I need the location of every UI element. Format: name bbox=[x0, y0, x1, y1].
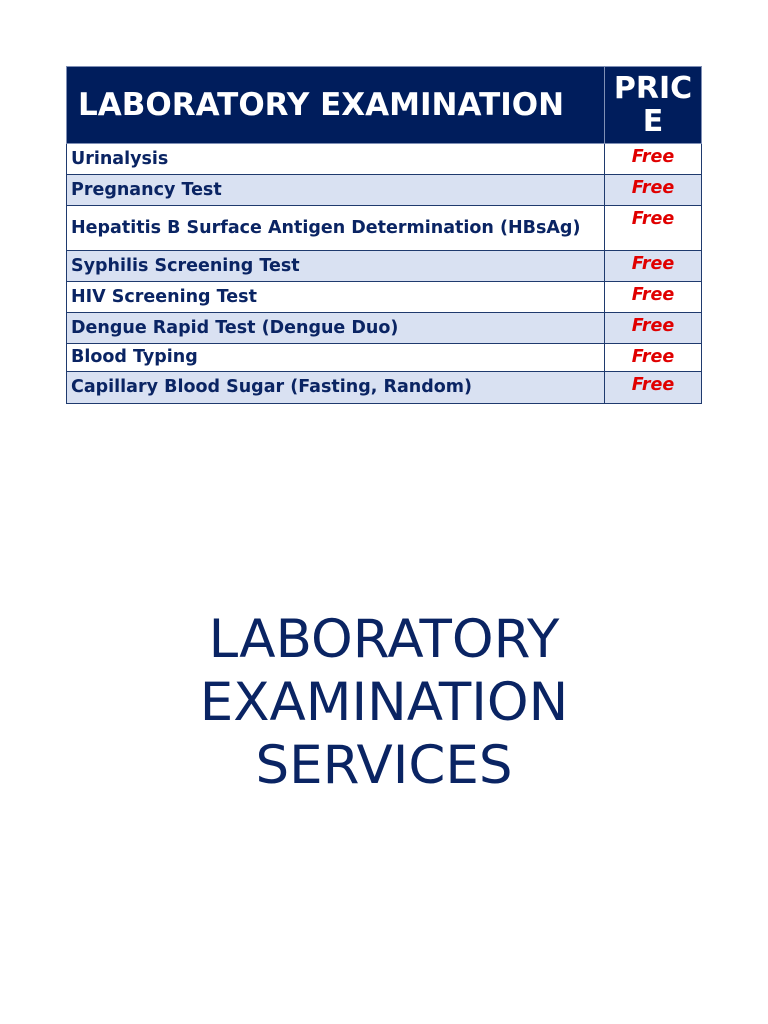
page-title bbox=[0, 608, 768, 797]
table-row bbox=[67, 344, 702, 372]
table-row bbox=[67, 372, 702, 404]
exam-price: Free bbox=[605, 251, 702, 282]
table-row bbox=[67, 206, 702, 251]
exam-column-header: LABORATORY EXAMINATION bbox=[67, 67, 605, 144]
lab-price-table bbox=[66, 66, 702, 404]
exam-price: Free bbox=[605, 372, 702, 404]
exam-price: Free bbox=[605, 175, 702, 206]
exam-name: Dengue Rapid Test (Dengue Duo) bbox=[67, 313, 605, 344]
table-row bbox=[67, 282, 702, 313]
table-header-row bbox=[67, 67, 702, 144]
exam-name: Hepatitis B Surface Antigen Determination (HBsAg) bbox=[67, 206, 605, 251]
exam-name: Blood Typing bbox=[67, 344, 605, 372]
table-row bbox=[67, 175, 702, 206]
table-row bbox=[67, 144, 702, 175]
table-row bbox=[67, 251, 702, 282]
title-line: SERVICES bbox=[255, 735, 513, 796]
title-line: EXAMINATION bbox=[199, 672, 569, 733]
exam-price: Free bbox=[605, 206, 702, 251]
exam-price: Free bbox=[605, 344, 702, 372]
price-column-header: PRICE bbox=[605, 67, 702, 144]
table-row bbox=[67, 313, 702, 344]
exam-name: Capillary Blood Sugar (Fasting, Random) bbox=[67, 372, 605, 404]
exam-price: Free bbox=[605, 144, 702, 175]
exam-price: Free bbox=[605, 313, 702, 344]
title-line: LABORATORY bbox=[208, 609, 560, 670]
exam-name: Pregnancy Test bbox=[67, 175, 605, 206]
exam-name: Syphilis Screening Test bbox=[67, 251, 605, 282]
exam-price: Free bbox=[605, 282, 702, 313]
exam-name: HIV Screening Test bbox=[67, 282, 605, 313]
exam-name: Urinalysis bbox=[67, 144, 605, 175]
